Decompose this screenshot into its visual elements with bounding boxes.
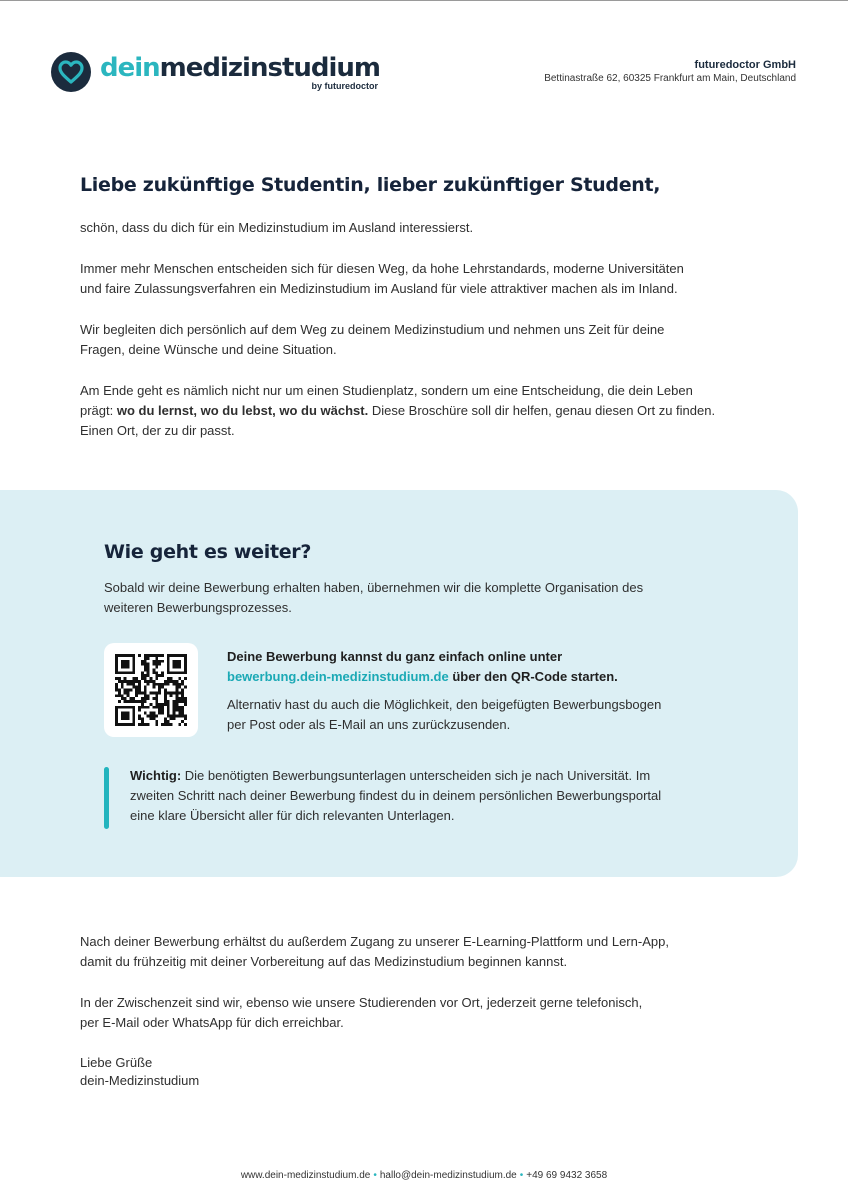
online-application — [227, 647, 727, 735]
company-name: futuredoctor GmbH — [694, 59, 796, 71]
application-link[interactable]: bewerbung.dein-medizinstudium.de — [227, 669, 449, 684]
footer-contact — [0, 1170, 848, 1181]
alternative-text: Alternativ hast du auch die Möglichkeit, den beigefügten Bewerbungsbogen per Post oder als E-Mail an uns zurückzusenden. — [227, 697, 662, 732]
footer-phone[interactable]: +49 69 9432 3658 — [526, 1170, 608, 1181]
brand-subline: by futuredoctor — [311, 81, 379, 91]
top-rule — [0, 0, 848, 1]
intro-paragraph-2: Immer mehr Menschen entscheiden sich für diesen Weg, da hohe Lehrstandards, moderne Universitäten und faire Zulassungsverfahren ein Medizinstudium im Ausland für viele attraktiver machen als im Inland. — [80, 261, 684, 296]
closing-paragraph-1: Nach deiner Bewerbung erhältst du außerdem Zugang zu unserer E-Learning-Plattform und Lern-App, damit du frühzeitig mit deiner Vorbereitung auf das Medizinstudium beginnen kannst. — [80, 934, 669, 969]
company-block — [544, 59, 796, 86]
greeting: Liebe Grüße — [80, 1055, 153, 1070]
closing-paragraph-2: In der Zwischenzeit sind wir, ebenso wie unsere Studierenden vor Ort, jederzeit gerne telefonisch, per E-Mail oder WhatsApp für dich erreichbar. — [80, 995, 643, 1030]
online-application-text: Deine Bewerbung kannst du ganz einfach online unter bewerbung.dein-medizinstudium.de über den QR-Code starten. — [227, 649, 618, 684]
footer-separator: • — [373, 1170, 377, 1181]
heart-logo-icon — [50, 51, 92, 93]
company-address: Bettinastraße 62, 60325 Frankfurt am Main, Deutschland — [544, 73, 796, 84]
closing-section — [80, 932, 780, 1090]
intro-section — [80, 172, 780, 462]
important-note: Wichtig: Die benötigten Bewerbungsunterlagen unterscheiden sich je nach Universität. Im zweiten Schritt nach deiner Bewerbung findest du in deinem persönlichen Bewerbungsportal eine klare Übersicht aller für dich relevanten Unterlagen. — [130, 768, 662, 823]
footer-separator: • — [519, 1170, 524, 1181]
qr-code-icon — [115, 654, 187, 726]
next-steps-lead: Sobald wir deine Bewerbung erhalten haben, übernehmen wir die komplette Organisation des weiteren Bewerbungsprozesses. — [104, 580, 644, 615]
intro-paragraph-3: Wir begleiten dich persönlich auf dem Weg zu deinem Medizinstudium und nehmen uns Zeit für deine Fragen, deine Wünsche und deine Situation. — [80, 322, 665, 357]
emphasis-text: wo du lernst, wo du lebst, wo du wächst. — [116, 403, 369, 418]
brand-wordmark: deinmedizinstudium — [100, 53, 381, 83]
brand-logo[interactable] — [50, 51, 380, 93]
intro-paragraph-1: schön, dass du dich für ein Medizinstudium im Ausland interessierst. — [80, 220, 474, 235]
signature: dein-Medizinstudium — [80, 1073, 200, 1088]
intro-paragraph-4: Am Ende geht es nämlich nicht nur um einen Studienplatz, sondern um eine Entscheidung, die dein Leben prägt: wo du lernst, wo du lebst, wo du wächst. Diese Broschüre soll dir helfen, genau diesen Ort zu finden. Einen Ort, der zu dir passt. — [80, 383, 716, 438]
qr-code-card[interactable] — [104, 643, 198, 737]
important-label: Wichtig: — [130, 768, 182, 783]
next-steps-box — [0, 490, 798, 877]
footer-website[interactable]: www.dein-medizinstudium.de — [240, 1170, 371, 1181]
sign-off — [80, 1054, 780, 1090]
footer-email[interactable]: hallo@dein-medizinstudium.de — [379, 1170, 517, 1181]
note-accent-bar — [104, 767, 109, 829]
greeting-heading: Liebe zukünftige Studentin, lieber zukünftiger Student, — [80, 174, 661, 196]
next-steps-heading: Wie geht es weiter? — [104, 541, 312, 563]
